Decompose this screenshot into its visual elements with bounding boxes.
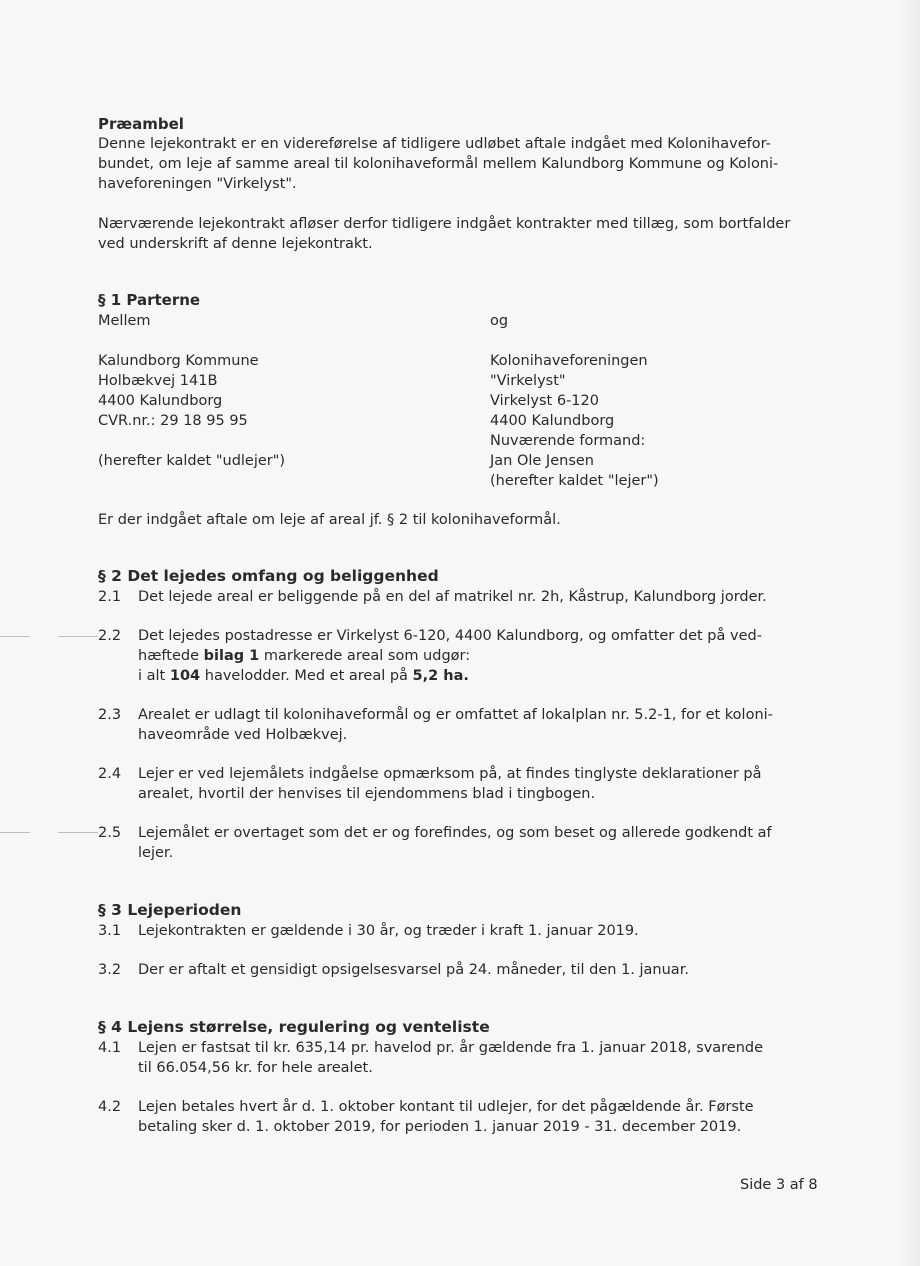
text-line: Det lejedes postadresse er Virkelyst 6-120, 4400 Kalundborg, og omfatter det på ved- (138, 628, 762, 644)
clause-number: 3.1 (98, 923, 122, 939)
clause-3-2 (138, 960, 689, 980)
text-line (138, 646, 762, 666)
tenant-street: Virkelyst 6-120 (490, 393, 599, 409)
section-3-heading: § 3 Lejeperioden (98, 901, 242, 919)
tenant-chair-name: Jan Ole Jensen (490, 453, 594, 469)
plot-count: 104 (169, 668, 201, 684)
text-line: Lejen er fastsat til kr. 635,14 pr. havelod pr. år gældende fra 1. januar 2018, svarende (138, 1040, 764, 1056)
text-line: bundet, om leje af samme areal til kolonihaveformål mellem Kalundborg Kommune og Koloni- (98, 156, 779, 172)
parties-right-intro: og (490, 313, 509, 329)
text-line: Det lejede areal er beliggende på en del af matrikel nr. 2h, Kåstrup, Kalundborg jorder. (138, 589, 767, 605)
tenant-block (490, 351, 659, 491)
landlord-city: 4400 Kalundborg (98, 393, 223, 409)
text-line: arealet, hvortil der henvises til ejendommens blad i tingbogen. (138, 786, 596, 802)
clause-2-2 (138, 626, 762, 686)
clause-number: 2.4 (98, 766, 122, 782)
clause-2-1 (138, 587, 767, 607)
preamble-heading: Præambel (98, 115, 184, 133)
clause-4-1 (138, 1038, 763, 1078)
text-fragment: hæftede (138, 648, 204, 664)
tenant-role: (herefter kaldet "lejer") (490, 473, 659, 489)
clause-2-4 (138, 764, 762, 804)
text-line: Nærværende lejekontrakt afløser derfor tidligere indgået kontrakter med tillæg, som bortfalder (98, 216, 791, 232)
clause-4-2 (138, 1097, 754, 1137)
area-size: 5,2 ha. (412, 668, 469, 684)
text-line: Lejen betales hvert år d. 1. oktober kontant til udlejer, for det pågældende år. Første (138, 1099, 754, 1115)
scan-page-edge (896, 0, 920, 1266)
landlord-block (98, 351, 259, 431)
preamble-paragraph-2 (98, 214, 790, 254)
landlord-street: Holbækvej 141B (98, 373, 218, 389)
text-line (138, 666, 762, 686)
tenant-name-quoted: "Virkelyst" (490, 373, 566, 389)
clause-number: 2.2 (98, 628, 122, 644)
text-line: haveområde ved Holbækvej. (138, 727, 348, 743)
landlord-name: Kalundborg Kommune (98, 353, 259, 369)
clause-number: 4.2 (98, 1099, 122, 1115)
text-fragment: markerede areal som udgør: (259, 648, 471, 664)
preamble-paragraph-1 (98, 134, 778, 194)
text-line: betaling sker d. 1. oktober 2019, for perioden 1. januar 2019 - 31. december 2019. (138, 1119, 742, 1135)
text-line: ved underskrift af denne lejekontrakt. (98, 236, 373, 252)
landlord-cvr: CVR.nr.: 29 18 95 95 (98, 413, 248, 429)
parties-left-intro: Mellem (98, 313, 151, 329)
section-1-heading: § 1 Parterne (98, 291, 201, 309)
scan-artifact-line (0, 636, 30, 637)
text-line: Der er aftalt et gensidigt opsigelsesvarsel på 24. måneder, til den 1. januar. (138, 962, 689, 978)
text-line: Lejekontrakten er gældende i 30 år, og træder i kraft 1. januar 2019. (138, 923, 639, 939)
section-1-closing: Er der indgået aftale om leje af areal jf. § 2 til kolonihaveformål. (98, 512, 561, 528)
text-line: Lejer er ved lejemålets indgåelse opmærksom på, at findes tinglyste deklarationer på (138, 766, 762, 782)
tenant-chair-label: Nuværende formand: (490, 433, 646, 449)
page-number: Side 3 af 8 (740, 1177, 818, 1193)
clause-3-1 (138, 921, 639, 941)
clause-2-5 (138, 823, 772, 863)
text-fragment: i alt (138, 668, 170, 684)
text-fragment: havelodder. Med et areal på (200, 668, 413, 684)
text-line: haveforeningen "Virkelyst". (98, 176, 297, 192)
tenant-city: 4400 Kalundborg (490, 413, 615, 429)
scan-artifact-line (58, 832, 98, 833)
clause-number: 3.2 (98, 962, 122, 978)
tenant-name: Kolonihaveforeningen (490, 353, 648, 369)
landlord-role: (herefter kaldet "udlejer") (98, 453, 286, 469)
clause-number: 2.5 (98, 825, 122, 841)
clause-number: 4.1 (98, 1040, 122, 1056)
text-line: til 66.054,56 kr. for hele arealet. (138, 1060, 373, 1076)
clause-2-3 (138, 705, 773, 745)
text-line: Denne lejekontrakt er en videreførelse af tidligere udløbet aftale indgået med Kolonihavefor- (98, 136, 771, 152)
section-4-heading: § 4 Lejens størrelse, regulering og venteliste (98, 1018, 490, 1036)
scan-artifact-line (0, 832, 30, 833)
text-line: Lejemålet er overtaget som det er og forefindes, og som beset og allerede godkendt af (138, 825, 772, 841)
text-line: Arealet er udlagt til kolonihaveformål og er omfattet af lokalplan nr. 5.2-1, for et koloni- (138, 707, 773, 723)
clause-number: 2.3 (98, 707, 122, 723)
scan-artifact-line (58, 636, 98, 637)
text-line: lejer. (138, 845, 174, 861)
section-2-heading: § 2 Det lejedes omfang og beliggenhed (98, 567, 439, 585)
clause-number: 2.1 (98, 589, 122, 605)
attachment-reference: bilag 1 (203, 648, 260, 664)
